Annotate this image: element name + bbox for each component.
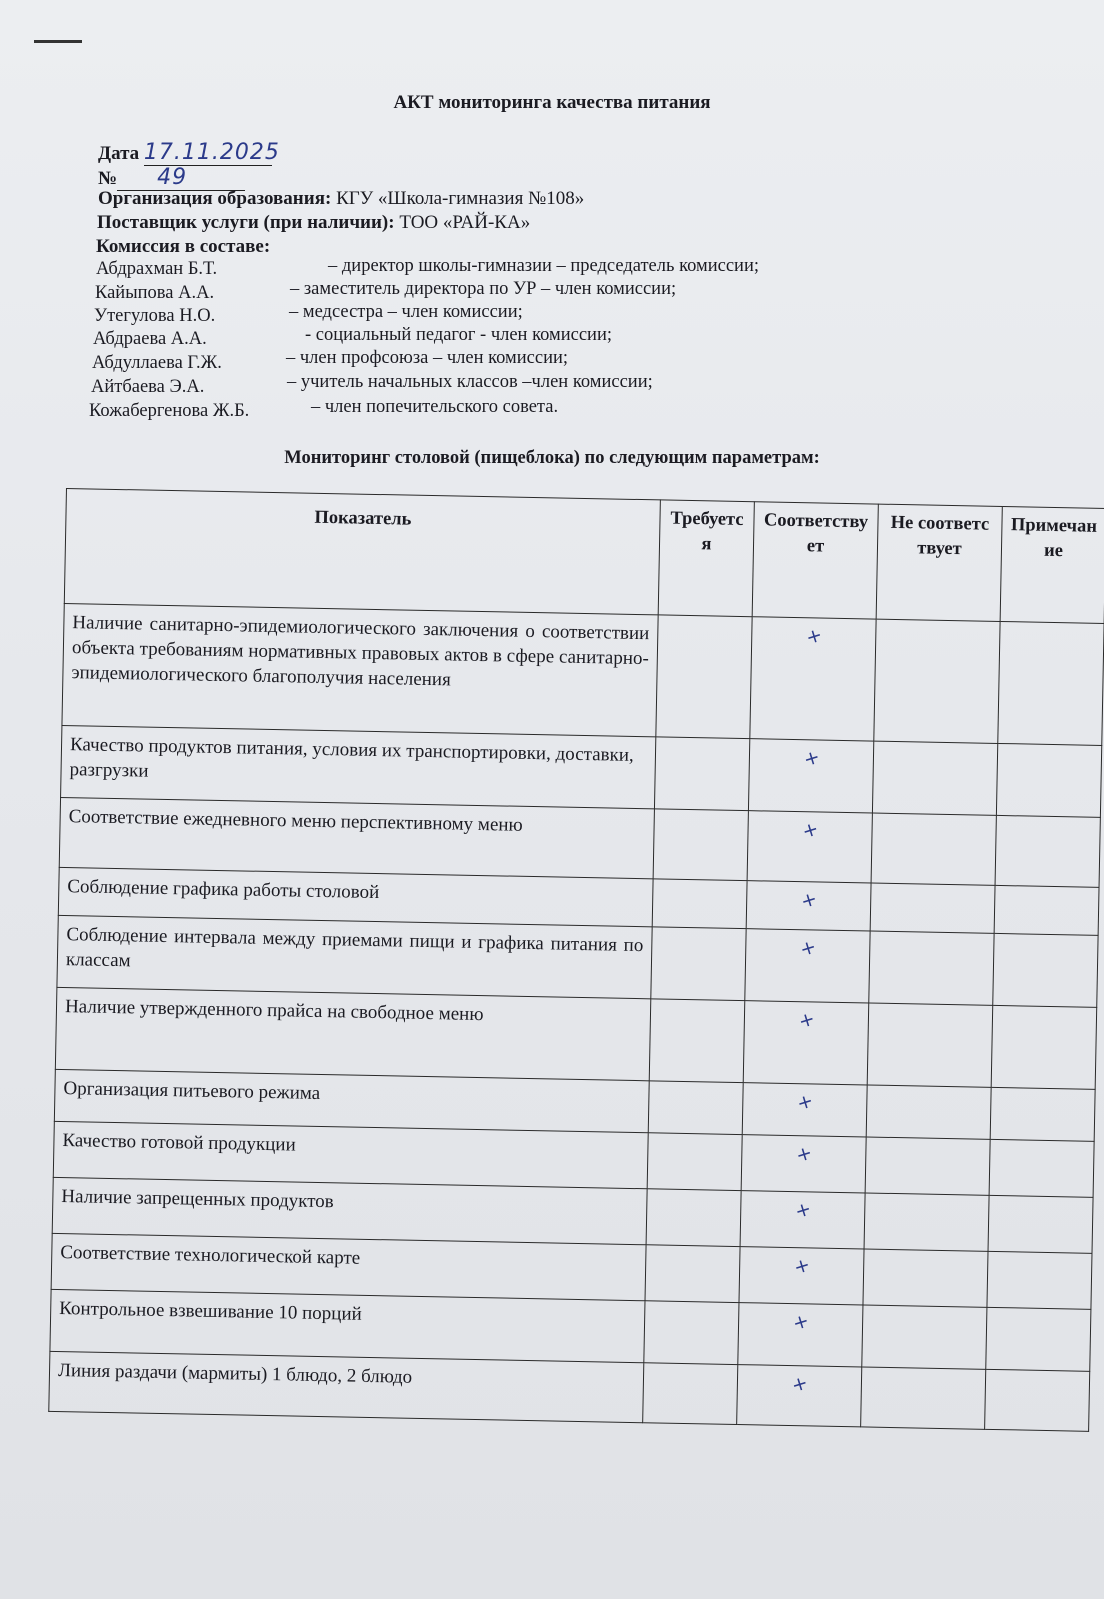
member-role: – член профсоюза – член комиссии; [286, 348, 569, 368]
not-complies-cell [869, 931, 994, 1005]
member-row [95, 279, 677, 304]
required-cell [654, 737, 749, 811]
required-cell [656, 615, 752, 739]
header-not-complies: Не соответствует [876, 504, 1002, 621]
complies-cell [743, 1001, 869, 1085]
checkmark: + [797, 887, 820, 914]
header-note: Примечание [1000, 506, 1104, 623]
complies-cell [737, 1365, 862, 1427]
note-cell [993, 933, 1098, 1007]
date-value: 17.11.2025 [143, 140, 280, 165]
date-label: Дата [98, 143, 140, 164]
member-role: - социальный педагог - член комиссии; [305, 325, 613, 345]
not-complies-cell [864, 1193, 989, 1251]
not-complies-cell [861, 1367, 986, 1429]
org-label: Организация образования: [98, 188, 332, 209]
checkmark: + [793, 1089, 816, 1116]
indicator-cell: Наличие утвержденного прайса на свободное меню [55, 987, 650, 1080]
complies-cell [739, 1247, 864, 1305]
indicator-cell: Соблюдение интервала между приемами пищи и графика питания по классам [57, 915, 652, 998]
complies-cell [740, 1191, 865, 1249]
note-cell [990, 1087, 1095, 1141]
header-indicator: Показатель [64, 489, 660, 615]
table-header-row [64, 489, 1104, 624]
note-cell [989, 1139, 1094, 1197]
not-complies-cell [863, 1249, 988, 1307]
note-cell [998, 621, 1104, 745]
checkmark: + [789, 1309, 812, 1336]
checkmark: + [790, 1253, 813, 1280]
required-cell [643, 1363, 738, 1425]
member-role: – директор школы-гимназии – председатель комиссии; [328, 256, 759, 276]
not-complies-cell [867, 1003, 993, 1087]
member-name: Айтбаева Э.А. [91, 377, 205, 397]
complies-cell [750, 617, 876, 741]
member-name: Кайыпова А.А. [95, 283, 215, 303]
date-line [98, 140, 280, 166]
required-cell [645, 1245, 740, 1303]
member-name: Абдуллаева Г.Ж. [92, 353, 222, 373]
member-row [94, 302, 523, 327]
note-cell [986, 1307, 1091, 1371]
member-role: – учитель начальных классов –член комиссии; [287, 372, 653, 392]
member-name: Утегулова Н.О. [94, 306, 216, 326]
org-line [98, 188, 584, 210]
required-cell [647, 1133, 742, 1191]
note-cell [994, 885, 1099, 935]
date-field [143, 140, 280, 166]
indicator-cell: Организация питьевого режима [54, 1069, 649, 1132]
complies-cell [741, 1135, 866, 1193]
required-cell [644, 1301, 739, 1365]
pen-mark [34, 40, 82, 43]
required-cell [646, 1189, 741, 1247]
member-role: – член попечительского совета. [311, 397, 559, 417]
number-value: 49 [157, 165, 188, 190]
monitoring-subtitle: Мониторинг столовой (пищеблока) по следующим параметрам: [284, 448, 820, 468]
member-row [91, 372, 653, 398]
note-cell [987, 1251, 1092, 1309]
checkmark: + [788, 1371, 811, 1398]
checkmark: + [802, 623, 825, 650]
header-complies: Соответствует [752, 502, 878, 619]
not-complies-cell [866, 1085, 991, 1139]
note-cell [991, 1005, 1097, 1089]
not-complies-cell [874, 619, 1000, 743]
note-cell [995, 815, 1100, 887]
checkmark: + [796, 935, 819, 962]
not-complies-cell [871, 813, 996, 885]
complies-cell [745, 929, 870, 1003]
required-cell [651, 927, 746, 1001]
checkmark: + [799, 817, 821, 844]
indicator-cell: Качество продуктов питания, условия их транспортировки, доставки, разгрузки [61, 725, 656, 808]
required-cell [648, 1081, 743, 1135]
member-row [92, 348, 569, 374]
complies-cell [742, 1083, 867, 1137]
note-cell [985, 1369, 1090, 1431]
indicator-cell: Наличие запрещенных продуктов [52, 1177, 647, 1244]
header-required: Требуется [658, 500, 754, 617]
not-complies-cell [870, 883, 995, 933]
complies-cell [738, 1303, 863, 1367]
not-complies-cell [862, 1305, 987, 1369]
supplier-label: Поставщик услуги (при наличии): [97, 212, 395, 233]
complies-cell [746, 881, 871, 931]
indicator-cell: Соответствие технологической карте [51, 1233, 646, 1300]
member-name: Кожабергенова Ж.Б. [89, 401, 250, 421]
table-row [62, 603, 1104, 745]
indicator-cell: Соблюдение графика работы столовой [58, 867, 653, 926]
member-role: – медсестра – член комиссии; [289, 302, 523, 322]
indicator-cell: Наличие санитарно-эпидемиологического заключения о соответствии объекта требованиям нормативных правовых актов в сфере санитарно-эпидемиологического благополучия населения [62, 603, 658, 736]
member-row [96, 256, 759, 280]
indicator-cell: Контрольное взвешивание 10 порций [50, 1289, 645, 1362]
member-name: Абдрахман Б.Т. [96, 259, 218, 279]
supplier-line [97, 212, 530, 234]
not-complies-cell [872, 741, 997, 815]
complies-cell [748, 739, 873, 813]
checkmark: + [800, 745, 823, 772]
monitoring-table [48, 488, 1104, 1432]
indicator-cell: Соответствие ежедневного меню перспективному меню [59, 797, 654, 878]
not-complies-cell [865, 1137, 990, 1195]
supplier-value: ТОО «РАЙ-КА» [399, 212, 531, 233]
required-cell [652, 879, 747, 929]
document-title: АКТ мониторинга качества питания [393, 92, 711, 113]
indicator-cell: Линия раздачи (мармиты) 1 блюдо, 2 блюдо [49, 1351, 644, 1422]
checkmark: + [792, 1141, 815, 1168]
member-row [93, 325, 613, 350]
member-name: Абдраева А.А. [93, 329, 207, 349]
checkmark: + [791, 1197, 814, 1224]
checkmark: + [795, 1007, 818, 1034]
number-label: № [98, 168, 118, 189]
note-cell [988, 1195, 1093, 1253]
commission-heading [96, 236, 270, 258]
commission-label: Комиссия в составе: [96, 236, 271, 257]
indicator-cell: Качество готовой продукции [53, 1121, 648, 1188]
org-value: КГУ «Школа-гимназия №108» [336, 188, 585, 209]
required-cell [653, 809, 748, 881]
required-cell [649, 999, 745, 1083]
member-role: – заместитель директора по УР – член комиссии; [290, 279, 677, 299]
member-row [89, 397, 559, 422]
complies-cell [747, 811, 872, 883]
note-cell [996, 743, 1101, 817]
